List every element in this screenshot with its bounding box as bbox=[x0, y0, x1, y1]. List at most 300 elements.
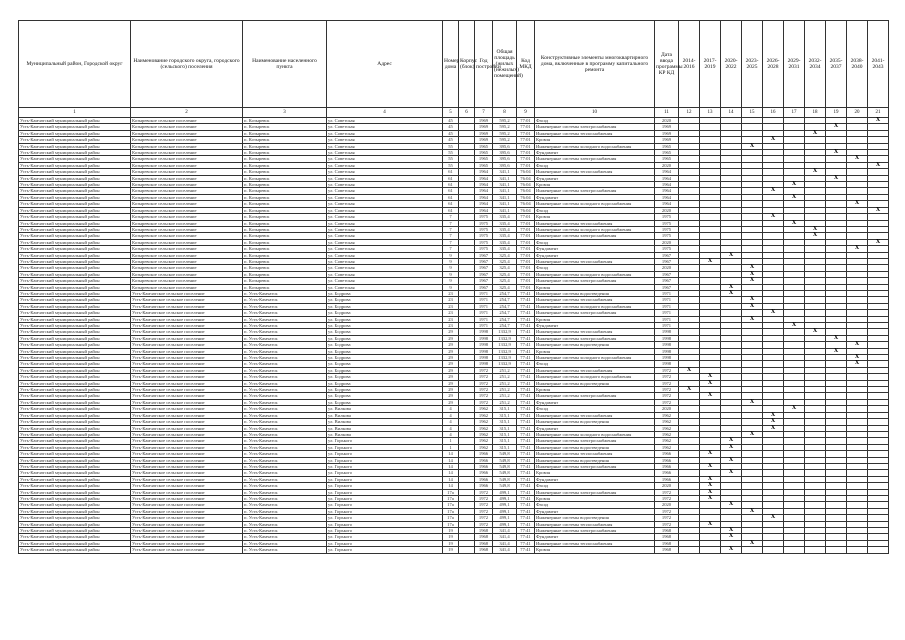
table-cell: 1962 bbox=[655, 425, 679, 431]
table-cell: п. Усть-Камчатск bbox=[243, 303, 327, 309]
table-cell: 1972 bbox=[475, 399, 493, 405]
table-cell: Усть-Камчатский муниципальный район bbox=[19, 233, 131, 239]
table-cell: ул. Советская bbox=[327, 188, 443, 194]
table-cell: 77:41 bbox=[517, 534, 535, 540]
table-cell: 14 bbox=[443, 457, 459, 463]
table-cell: 254,7 bbox=[493, 297, 517, 303]
table-cell: Козыревское сельское поселение bbox=[131, 278, 243, 284]
table-cell: 1972 bbox=[475, 508, 493, 514]
table-cell: 1966 bbox=[475, 476, 493, 482]
table-cell: ул. Горького bbox=[327, 489, 443, 495]
table-cell: п. Усть-Камчатск bbox=[243, 502, 327, 508]
table-cell: ул. Советская bbox=[327, 252, 443, 258]
table-cell: п. Усть-Камчатск bbox=[243, 412, 327, 418]
table-cell: Усть-Камчатский муниципальный район bbox=[19, 406, 131, 412]
table-cell: 1972 bbox=[655, 495, 679, 501]
table-cell: Усть-Камчатское сельское поселение bbox=[131, 463, 243, 469]
table-cell: п. Усть-Камчатск bbox=[243, 367, 327, 373]
period-mark: X bbox=[721, 528, 742, 534]
table-cell: Инженерные системы теплоснабжения bbox=[535, 169, 655, 175]
table-cell: ул. Бодрова bbox=[327, 310, 443, 316]
table-cell: 1965 bbox=[655, 150, 679, 156]
period-cell bbox=[742, 547, 763, 553]
table-cell: 4 bbox=[443, 431, 459, 437]
table-cell: Усть-Камчатское сельское поселение bbox=[131, 444, 243, 450]
table-cell: 1332,9 bbox=[493, 329, 517, 335]
table-cell: Козыревское сельское поселение bbox=[131, 156, 243, 162]
table-cell: 1975 bbox=[475, 239, 493, 245]
table-cell: Усть-Камчатский муниципальный район bbox=[19, 335, 131, 341]
table-cell: 315,1 bbox=[493, 419, 517, 425]
table-cell: Усть-Камчатский муниципальный район bbox=[19, 303, 131, 309]
table-cell: 2020 bbox=[655, 265, 679, 271]
table-cell: Фасад bbox=[535, 118, 655, 124]
table-cell: 45 bbox=[443, 137, 459, 143]
table-cell: Инженерные системы теплоснабжения bbox=[535, 329, 655, 335]
table-cell: ул. Бодрова bbox=[327, 335, 443, 341]
column-number: 13 bbox=[700, 108, 721, 118]
column-number: 18 bbox=[805, 108, 826, 118]
table-cell: 19 bbox=[443, 528, 459, 534]
table-cell: 254,7 bbox=[493, 323, 517, 329]
table-cell: п. Усть-Камчатск bbox=[243, 547, 327, 553]
table-cell: 1332,9 bbox=[493, 342, 517, 348]
table-cell: 1998 bbox=[655, 329, 679, 335]
table-cell: 1962 bbox=[475, 419, 493, 425]
table-cell: Инженерные системы электроснабжения bbox=[535, 233, 655, 239]
table-cell: Козыревское сельское поселение bbox=[131, 220, 243, 226]
table-cell: 29 bbox=[443, 399, 459, 405]
table-cell: 29 bbox=[443, 367, 459, 373]
table-cell: п. Козыревск bbox=[243, 252, 327, 258]
table-cell: ул. Советская bbox=[327, 258, 443, 264]
table-cell: 1969 bbox=[475, 137, 493, 143]
period-mark: X bbox=[847, 361, 868, 367]
table-cell: Усть-Камчатский муниципальный район bbox=[19, 380, 131, 386]
column-header: Адрес bbox=[327, 21, 443, 108]
table-cell: Козыревское сельское поселение bbox=[131, 188, 243, 194]
table-cell: Инженерные системы электроснабжения bbox=[535, 393, 655, 399]
table-cell: 7 bbox=[443, 233, 459, 239]
table-cell: Козыревское сельское поселение bbox=[131, 162, 243, 168]
table-cell: Усть-Камчатский муниципальный район bbox=[19, 483, 131, 489]
table-cell: Инженерные системы электроснабжения bbox=[535, 489, 655, 495]
column-header: 2029-2031 bbox=[784, 21, 805, 108]
table-cell: Усть-Камчатский муниципальный район bbox=[19, 342, 131, 348]
table-cell: Фасад bbox=[535, 502, 655, 508]
column-header: Номер дома bbox=[443, 21, 459, 108]
table-cell: 77:41 bbox=[517, 419, 535, 425]
period-mark: X bbox=[826, 348, 847, 354]
table-cell: 23 bbox=[443, 323, 459, 329]
table-cell: 77:01 bbox=[517, 162, 535, 168]
table-cell: п. Козыревск bbox=[243, 226, 327, 232]
table-cell: Инженерные системы теплоснабжения bbox=[535, 540, 655, 546]
table-cell: п. Козыревск bbox=[243, 207, 327, 213]
period-mark: X bbox=[868, 162, 889, 168]
table-cell: 77:41 bbox=[517, 457, 535, 463]
table-cell: Усть-Камчатский муниципальный район bbox=[19, 150, 131, 156]
table-cell: 77:41 bbox=[517, 521, 535, 527]
period-cell bbox=[679, 547, 700, 553]
table-cell: 1967 bbox=[475, 284, 493, 290]
table-cell: 77:01 bbox=[517, 220, 535, 226]
table-cell: 61 bbox=[443, 188, 459, 194]
table-cell: 1972 bbox=[475, 521, 493, 527]
table-cell: 1965 bbox=[475, 162, 493, 168]
table-cell: ул. Советская bbox=[327, 220, 443, 226]
table-cell: ул. Горького bbox=[327, 495, 443, 501]
table-cell: Инженерные системы холодного водоснабжения bbox=[535, 355, 655, 361]
period-mark: X bbox=[742, 316, 763, 322]
table-cell: п. Усть-Камчатск bbox=[243, 348, 327, 354]
table-cell: Козыревское сельское поселение bbox=[131, 265, 243, 271]
table-cell: Инженерные системы электроснабжения bbox=[535, 156, 655, 162]
table-cell: 1964 bbox=[655, 182, 679, 188]
table-cell: 1972 bbox=[655, 374, 679, 380]
table-cell: Усть-Камчатское сельское поселение bbox=[131, 502, 243, 508]
table-cell: п. Козыревск bbox=[243, 124, 327, 130]
table-cell: 315,1 bbox=[493, 412, 517, 418]
column-number: 4 bbox=[327, 108, 443, 118]
table-cell: Усть-Камчатский муниципальный район bbox=[19, 284, 131, 290]
table-cell: 1975 bbox=[475, 233, 493, 239]
table-cell: 55 bbox=[443, 162, 459, 168]
table-cell: ул. Советская bbox=[327, 271, 443, 277]
table-cell: Козыревское сельское поселение bbox=[131, 130, 243, 136]
table-cell: п. Козыревск bbox=[243, 150, 327, 156]
period-mark: X bbox=[805, 226, 826, 232]
table-cell: Фасад bbox=[535, 207, 655, 213]
table-cell: 1962 bbox=[655, 412, 679, 418]
table-cell: п. Козыревск bbox=[243, 201, 327, 207]
table-cell: ул. Советская bbox=[327, 169, 443, 175]
table-cell: 1967 bbox=[655, 278, 679, 284]
table-cell: Усть-Камчатский муниципальный район bbox=[19, 431, 131, 437]
table-cell: 1972 bbox=[475, 502, 493, 508]
table-cell: Инженерные системы теплоснабжения bbox=[535, 258, 655, 264]
table-cell: п. Козыревск bbox=[243, 175, 327, 181]
table-cell: 335,4 bbox=[493, 233, 517, 239]
table-cell: Усть-Камчатское сельское поселение bbox=[131, 489, 243, 495]
table-cell: 29 bbox=[443, 355, 459, 361]
table-cell: Инженерные системы теплоснабжения bbox=[535, 412, 655, 418]
table-cell: 1964 bbox=[475, 182, 493, 188]
table-cell: 1965 bbox=[475, 156, 493, 162]
table-cell: Усть-Камчатский муниципальный район bbox=[19, 419, 131, 425]
period-mark: X bbox=[784, 406, 805, 412]
table-cell: п. Козыревск bbox=[243, 284, 327, 290]
table-cell: 1332,9 bbox=[493, 335, 517, 341]
table-cell: Усть-Камчатский муниципальный район bbox=[19, 463, 131, 469]
table-cell: Усть-Камчатское сельское поселение bbox=[131, 451, 243, 457]
table-cell: Усть-Камчатский муниципальный район bbox=[19, 156, 131, 162]
period-mark: X bbox=[700, 374, 721, 380]
table-cell: 1972 bbox=[655, 380, 679, 386]
period-mark: X bbox=[742, 399, 763, 405]
table-cell: Усть-Камчатское сельское поселение bbox=[131, 508, 243, 514]
table-cell: 9 bbox=[443, 258, 459, 264]
table-cell: Усть-Камчатский муниципальный район bbox=[19, 207, 131, 213]
table-cell: Фундамент bbox=[535, 508, 655, 514]
table-cell: ул. Бодрова bbox=[327, 316, 443, 322]
table-cell: ул. Советская bbox=[327, 214, 443, 220]
table-cell: 254,7 bbox=[493, 310, 517, 316]
table-cell: 77:01 bbox=[517, 150, 535, 156]
table-cell: 1998 bbox=[655, 355, 679, 361]
table-cell: 1332,9 bbox=[493, 355, 517, 361]
period-mark: X bbox=[700, 463, 721, 469]
table-cell: Инженерные системы холодного водоснабжения bbox=[535, 303, 655, 309]
table-cell: Кровля bbox=[535, 470, 655, 476]
table-cell: Усть-Камчатский муниципальный район bbox=[19, 182, 131, 188]
table-cell: Усть-Камчатский муниципальный район bbox=[19, 528, 131, 534]
table-cell: Усть-Камчатский муниципальный район bbox=[19, 246, 131, 252]
table-cell: Кровля bbox=[535, 214, 655, 220]
table-cell: 1967 bbox=[475, 252, 493, 258]
table-cell: 1962 bbox=[655, 444, 679, 450]
period-mark: X bbox=[847, 246, 868, 252]
column-header: 2020-2022 bbox=[721, 21, 742, 108]
table-cell: п. Усть-Камчатск bbox=[243, 451, 327, 457]
table-cell: ул. Вилкова bbox=[327, 431, 443, 437]
column-header: Год постройки bbox=[475, 21, 493, 108]
table-cell: п. Козыревск bbox=[243, 194, 327, 200]
table-cell: ул. Советская bbox=[327, 162, 443, 168]
table-cell: ул. Советская bbox=[327, 175, 443, 181]
table-cell: 1972 bbox=[655, 367, 679, 373]
table-cell: ул. Горького bbox=[327, 502, 443, 508]
table-cell: 1972 bbox=[475, 367, 493, 373]
table-cell: 9 bbox=[443, 284, 459, 290]
table-cell: ул. Бодрова bbox=[327, 297, 443, 303]
table-cell: 1971 bbox=[475, 297, 493, 303]
table-cell: ул. Горького bbox=[327, 521, 443, 527]
table-cell: 341,1 bbox=[493, 207, 517, 213]
table-cell: ул. Горького bbox=[327, 483, 443, 489]
table-cell: Фундамент bbox=[535, 425, 655, 431]
table-cell: Усть-Камчатский муниципальный район bbox=[19, 124, 131, 130]
table-cell: 1972 bbox=[475, 387, 493, 393]
table-cell: 1966 bbox=[475, 451, 493, 457]
table-cell: 254,7 bbox=[493, 316, 517, 322]
period-mark: X bbox=[700, 380, 721, 386]
table-cell: 1968 bbox=[655, 534, 679, 540]
table-cell: Кровля bbox=[535, 182, 655, 188]
table-cell: Усть-Камчатское сельское поселение bbox=[131, 367, 243, 373]
table-cell: 1972 bbox=[655, 508, 679, 514]
table-cell: 1 bbox=[443, 444, 459, 450]
table-cell: 1971 bbox=[475, 290, 493, 296]
table-cell: 1962 bbox=[655, 419, 679, 425]
table-cell: 1972 bbox=[655, 489, 679, 495]
table-cell: Кровля bbox=[535, 495, 655, 501]
table-cell: ул. Советская bbox=[327, 118, 443, 124]
table-cell: 1972 bbox=[475, 495, 493, 501]
period-mark: X bbox=[742, 303, 763, 309]
period-mark: X bbox=[721, 284, 742, 290]
table-cell: Усть-Камчатский муниципальный район bbox=[19, 515, 131, 521]
table-cell: ул. Бодрова bbox=[327, 342, 443, 348]
table-cell: 77:41 bbox=[517, 425, 535, 431]
table-cell: Инженерные системы электроснабжения bbox=[535, 335, 655, 341]
table-cell: Инженерные системы холодного водоснабжения bbox=[535, 271, 655, 277]
table-cell: 29 bbox=[443, 393, 459, 399]
table-cell: Усть-Камчатский муниципальный район bbox=[19, 534, 131, 540]
table-cell: Усть-Камчатское сельское поселение bbox=[131, 393, 243, 399]
table-cell: п. Усть-Камчатск bbox=[243, 495, 327, 501]
table-cell: ул. Горького bbox=[327, 534, 443, 540]
table-cell: Усть-Камчатское сельское поселение bbox=[131, 419, 243, 425]
table-cell: ул. Советская bbox=[327, 226, 443, 232]
table-cell: 1971 bbox=[655, 323, 679, 329]
table-cell: 17а bbox=[443, 495, 459, 501]
table-cell: 335,4 bbox=[493, 239, 517, 245]
table-cell: 1971 bbox=[475, 316, 493, 322]
table-cell: Усть-Камчатское сельское поселение bbox=[131, 399, 243, 405]
table-cell: Усть-Камчатский муниципальный район bbox=[19, 329, 131, 335]
table-cell: Усть-Камчатский муниципальный район bbox=[19, 412, 131, 418]
table-cell: Кровля bbox=[535, 348, 655, 354]
table-cell: Усть-Камчатское сельское поселение bbox=[131, 329, 243, 335]
table-cell: 77:01 bbox=[517, 156, 535, 162]
table-cell: 23 bbox=[443, 316, 459, 322]
period-mark: X bbox=[763, 310, 784, 316]
table-cell: 1972 bbox=[655, 399, 679, 405]
table-cell: 1965 bbox=[475, 150, 493, 156]
table-cell: Усть-Камчатское сельское поселение bbox=[131, 316, 243, 322]
period-mark: X bbox=[847, 342, 868, 348]
table-cell: п. Козыревск bbox=[243, 220, 327, 226]
period-mark: X bbox=[721, 534, 742, 540]
table-cell: 1964 bbox=[655, 169, 679, 175]
table-cell: 335,4 bbox=[493, 214, 517, 220]
period-mark: X bbox=[826, 124, 847, 130]
period-mark: X bbox=[721, 470, 742, 476]
table-cell: Усть-Камчатское сельское поселение bbox=[131, 387, 243, 393]
table-cell: ул. Советская bbox=[327, 265, 443, 271]
period-mark: X bbox=[826, 175, 847, 181]
table-cell: п. Усть-Камчатск bbox=[243, 470, 327, 476]
table-cell: 19 bbox=[443, 534, 459, 540]
table-cell: Усть-Камчатское сельское поселение bbox=[131, 310, 243, 316]
table-cell: 17а bbox=[443, 521, 459, 527]
table-cell: ул. Советская bbox=[327, 239, 443, 245]
table-cell: 1965 bbox=[475, 143, 493, 149]
table-cell: 77:01 bbox=[517, 246, 535, 252]
table-cell: 1966 bbox=[655, 470, 679, 476]
period-mark: X bbox=[868, 207, 889, 213]
table-cell: 77:41 bbox=[517, 412, 535, 418]
table-cell: 77:41 bbox=[517, 406, 535, 412]
table-cell: Усть-Камчатский муниципальный район bbox=[19, 367, 131, 373]
period-mark: X bbox=[700, 483, 721, 489]
table-cell: 1964 bbox=[475, 201, 493, 207]
table-cell: Кровля bbox=[535, 387, 655, 393]
column-number: 10 bbox=[535, 108, 655, 118]
table-cell: 1962 bbox=[475, 431, 493, 437]
period-mark: X bbox=[763, 412, 784, 418]
column-number: 9 bbox=[517, 108, 535, 118]
table-cell: ул. Вилкова bbox=[327, 419, 443, 425]
table-cell: 325,4 bbox=[493, 271, 517, 277]
table-cell: 1968 bbox=[475, 528, 493, 534]
table-cell: 7 bbox=[443, 226, 459, 232]
table-cell: 1966 bbox=[655, 463, 679, 469]
table-cell: 7 bbox=[443, 214, 459, 220]
table-cell: 1972 bbox=[475, 515, 493, 521]
table-cell: 1966 bbox=[655, 451, 679, 457]
table-cell: 55 bbox=[443, 143, 459, 149]
table-cell: 1972 bbox=[655, 387, 679, 393]
table-cell: 76:04 bbox=[517, 175, 535, 181]
table-cell: 499,1 bbox=[493, 495, 517, 501]
table-cell: Инженерные системы водоотведения bbox=[535, 457, 655, 463]
table-cell: 1969 bbox=[475, 124, 493, 130]
table-cell: Инженерные системы теплоснабжения bbox=[535, 367, 655, 373]
table-cell: ул. Советская bbox=[327, 233, 443, 239]
table-cell: 77:01 bbox=[517, 143, 535, 149]
table-cell: Козыревское сельское поселение bbox=[131, 252, 243, 258]
table-cell: п. Усть-Камчатск bbox=[243, 290, 327, 296]
table-cell: Инженерные системы водоотведения bbox=[535, 342, 655, 348]
table-cell: п. Усть-Камчатск bbox=[243, 489, 327, 495]
table-cell: 2020 bbox=[655, 207, 679, 213]
table-cell: 1998 bbox=[475, 355, 493, 361]
table-cell: ул. Горького bbox=[327, 444, 443, 450]
table-cell: Усть-Камчатский муниципальный район bbox=[19, 258, 131, 264]
table-cell: 77:41 bbox=[517, 310, 535, 316]
table-cell: Усть-Камчатское сельское поселение bbox=[131, 342, 243, 348]
table-cell: 77:41 bbox=[517, 380, 535, 386]
table-cell: Козыревское сельское поселение bbox=[131, 239, 243, 245]
table-cell: 19 bbox=[443, 540, 459, 546]
table-cell: 499,1 bbox=[493, 515, 517, 521]
table-cell: ул. Бодрова bbox=[327, 399, 443, 405]
table-cell: Усть-Камчатский муниципальный район bbox=[19, 137, 131, 143]
table-cell: 77:01 bbox=[517, 124, 535, 130]
table-cell: 29 bbox=[443, 335, 459, 341]
table-cell: Усть-Камчатский муниципальный район bbox=[19, 310, 131, 316]
table-cell: Козыревское сельское поселение bbox=[131, 226, 243, 232]
table-cell: 77:41 bbox=[517, 297, 535, 303]
table-cell: п. Усть-Камчатск bbox=[243, 515, 327, 521]
period-cell bbox=[847, 547, 868, 553]
table-cell: ул. Советская bbox=[327, 207, 443, 213]
table-cell: 14 bbox=[443, 451, 459, 457]
table-cell: п. Козыревск bbox=[243, 278, 327, 284]
table-cell: 2020 bbox=[655, 239, 679, 245]
period-mark: X bbox=[742, 431, 763, 437]
table-cell: Усть-Камчатский муниципальный район bbox=[19, 143, 131, 149]
column-number: 3 bbox=[243, 108, 327, 118]
table-cell: Кровля bbox=[535, 284, 655, 290]
table-cell: 77:01 bbox=[517, 137, 535, 143]
table-cell: 29 bbox=[443, 361, 459, 367]
period-mark: X bbox=[826, 335, 847, 341]
column-header: 2041-2043 bbox=[868, 21, 889, 108]
table-cell: 2020 bbox=[655, 406, 679, 412]
table-cell: 254,7 bbox=[493, 290, 517, 296]
column-number: 15 bbox=[742, 108, 763, 118]
table-cell: 1972 bbox=[655, 515, 679, 521]
table-cell: п. Козыревск bbox=[243, 246, 327, 252]
table-cell: Козыревское сельское поселение bbox=[131, 271, 243, 277]
table-cell: Усть-Камчатское сельское поселение bbox=[131, 431, 243, 437]
table-cell: Усть-Камчатский муниципальный район bbox=[19, 540, 131, 546]
table-cell: ул. Бодрова bbox=[327, 303, 443, 309]
table-cell: 76:04 bbox=[517, 169, 535, 175]
